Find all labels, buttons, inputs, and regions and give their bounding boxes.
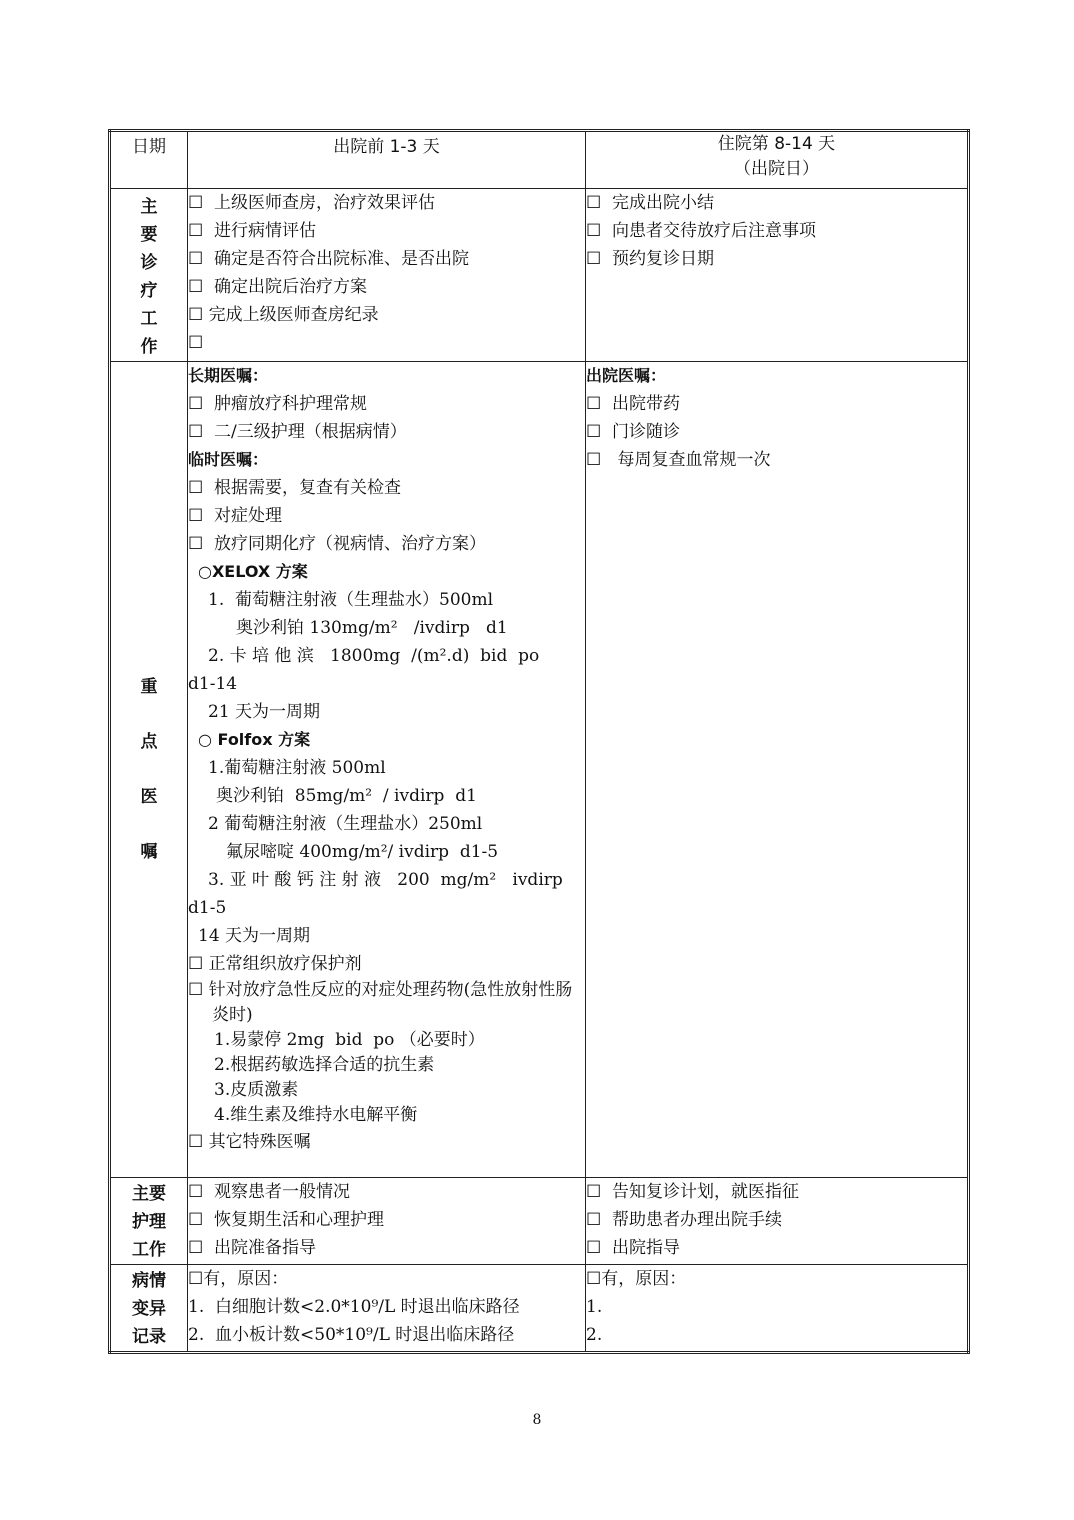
checklist-item[interactable]: ☐ 确定是否符合出院标准、是否出院: [188, 249, 470, 269]
long-term-orders-title: 长期医嘱：: [188, 366, 269, 385]
clinical-pathway-table: [108, 129, 970, 1354]
regimen-line: 2. 卡 培 他 滨 1800mg /(m².d) bid po: [208, 646, 540, 666]
checklist-item[interactable]: ☐有，原因：: [586, 1269, 687, 1289]
checklist-item[interactable]: ☐ 确定出院后治疗方案: [188, 277, 368, 297]
checklist-item[interactable]: ☐ 完成出院小结: [586, 193, 715, 213]
label-char: 疗: [140, 281, 158, 301]
symptom-drug-item: 3.皮质激素: [214, 1080, 299, 1100]
variance-col2: [586, 1265, 969, 1353]
regimen-line: 奥沙利铂 130mg/m² /ivdirp d1: [236, 618, 508, 638]
checklist-item[interactable]: ☐ 出院指导: [586, 1238, 681, 1258]
xelox-regimen-title: ○XELOX 方案: [198, 562, 308, 581]
main-work-label: [110, 189, 188, 362]
discharge-orders-title: 出院医嘱：: [586, 366, 667, 385]
folfox-regimen-title: ○ Folfox 方案: [198, 730, 311, 749]
regimen-line: d1-5: [188, 898, 227, 918]
checklist-item[interactable]: ☐ 每周复查血常规一次: [586, 450, 771, 470]
label-char: 医: [140, 786, 158, 807]
variance-col1: [188, 1265, 586, 1353]
checklist-item[interactable]: ☐ 告知复诊计划，就医指征: [586, 1182, 800, 1202]
label-line: 工作: [132, 1240, 166, 1260]
nursing-label: [110, 1178, 188, 1265]
checklist-item[interactable]: ☐有，原因：: [188, 1269, 289, 1289]
checklist-item[interactable]: ☐ 二/三级护理（根据病情）: [188, 422, 407, 442]
regimen-line: 氟尿嘧啶 400mg/m²/ ivdirp d1-5: [226, 842, 499, 862]
col2-header: [586, 131, 969, 189]
symptom-drug-item: 1.易蒙停 2mg bid po （必要时）: [214, 1030, 485, 1050]
variance-row: [110, 1265, 969, 1353]
variance-reason: 1. 白细胞计数<2.0*10⁹/L 时退出临床路径: [188, 1297, 520, 1317]
variance-reason: 2. 血小板计数<50*10⁹/L 时退出临床路径: [188, 1325, 515, 1345]
label-line: 护理: [132, 1212, 166, 1232]
checklist-item[interactable]: ☐ 放疗同期化疗（视病情、治疗方案）: [188, 534, 487, 554]
checklist-item[interactable]: ☐ 针对放疗急性反应的对症处理药物(急性放射性肠炎时): [188, 980, 573, 1025]
label-line: 记录: [132, 1327, 166, 1347]
checklist-item[interactable]: ☐ 恢复期生活和心理护理: [188, 1210, 385, 1230]
variance-reason: 1.: [586, 1297, 603, 1317]
key-orders-label: [110, 362, 188, 1178]
nursing-row: [110, 1178, 969, 1265]
checklist-item[interactable]: ☐ 向患者交待放疗后注意事项: [586, 221, 817, 241]
key-orders-col1: [188, 362, 586, 1178]
col2-header-line1: 住院第 8-14 天: [717, 134, 836, 154]
nursing-col2: [586, 1178, 969, 1265]
checklist-item[interactable]: ☐ 完成上级医师查房纪录: [188, 305, 379, 325]
checklist-item[interactable]: ☐ 出院准备指导: [188, 1238, 317, 1258]
date-header: 日期: [110, 131, 188, 189]
checklist-item[interactable]: ☐ 对症处理: [188, 506, 283, 526]
checklist-item[interactable]: ☐ 帮助患者办理出院手续: [586, 1210, 783, 1230]
symptom-drug-item: 2.根据药敏选择合适的抗生素: [214, 1055, 435, 1075]
checklist-item[interactable]: ☐: [188, 333, 204, 353]
regimen-line: 3. 亚 叶 酸 钙 注 射 液 200 mg/m² ivdirp: [208, 870, 563, 890]
label-char: 诊: [140, 253, 158, 273]
checklist-item[interactable]: ☐ 出院带药: [586, 394, 681, 414]
label-line: 变异: [132, 1299, 166, 1319]
symptom-drug-item: 4.维生素及维持水电解平衡: [214, 1105, 418, 1125]
checklist-item[interactable]: ☐ 预约复诊日期: [586, 249, 715, 269]
main-work-row: [110, 189, 969, 362]
checklist-item[interactable]: ☐ 门诊随诊: [586, 422, 681, 442]
nursing-col1: [188, 1178, 586, 1265]
key-orders-row: [110, 362, 969, 1178]
label-char: 工: [140, 309, 158, 329]
label-char: 重: [140, 676, 158, 697]
col2-header-line2: （出院日）: [734, 159, 819, 179]
temporary-orders-title: 临时医嘱：: [188, 450, 269, 469]
label-char: 作: [140, 337, 158, 357]
variance-reason: 2.: [586, 1325, 603, 1345]
checklist-item[interactable]: ☐ 其它特殊医嘱: [188, 1132, 311, 1152]
label-line: 病情: [132, 1271, 166, 1291]
checklist-item[interactable]: ☐ 根据需要，复查有关检查: [188, 478, 402, 498]
regimen-line: d1-14: [188, 674, 238, 694]
label-char: 要: [140, 225, 158, 245]
regimen-cycle: 14 天为一周期: [198, 926, 311, 946]
regimen-cycle: 21 天为一周期: [208, 702, 321, 722]
checklist-item[interactable]: ☐ 进行病情评估: [188, 221, 317, 241]
checklist-item[interactable]: ☐ 上级医师查房，治疗效果评估: [188, 193, 436, 213]
header-row: [110, 131, 969, 189]
checklist-item[interactable]: ☐ 肿瘤放疗科护理常规: [188, 394, 368, 414]
variance-label: [110, 1265, 188, 1353]
checklist-item[interactable]: ☐ 正常组织放疗保护剂: [188, 954, 362, 974]
label-char: 点: [140, 731, 158, 752]
checklist-item[interactable]: ☐ 观察患者一般情况: [188, 1182, 351, 1202]
regimen-line: 2 葡萄糖注射液（生理盐水）250ml: [208, 814, 483, 834]
regimen-line: 1. 葡萄糖注射液（生理盐水）500ml: [208, 590, 494, 610]
key-orders-col2: [586, 362, 969, 1178]
label-char: 主: [140, 197, 158, 217]
regimen-line: 奥沙利铂 85mg/m² / ivdirp d1: [216, 786, 477, 806]
page-number: 8: [532, 1412, 542, 1428]
label-line: 主要: [132, 1184, 166, 1204]
col1-header: 出院前 1-3 天: [188, 131, 586, 189]
label-char: 嘱: [140, 841, 158, 862]
main-work-col1: [188, 189, 586, 362]
regimen-line: 1.葡萄糖注射液 500ml: [208, 758, 386, 778]
main-work-col2: [586, 189, 969, 362]
